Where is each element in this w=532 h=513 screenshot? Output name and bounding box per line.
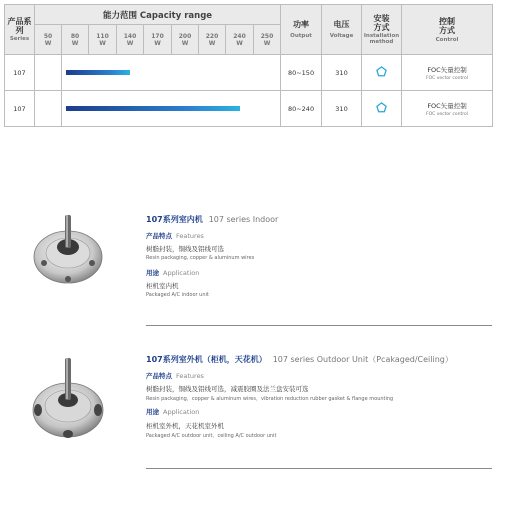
control-header xyxy=(402,5,493,55)
control-cn: FOC矢量控制 xyxy=(427,101,467,110)
install-header-en1: Installation xyxy=(363,33,400,39)
capacity-tick: 110 W xyxy=(89,25,117,55)
install-header-cn1: 安装 xyxy=(373,14,390,23)
capacity-tick: 170 W xyxy=(144,25,172,55)
capacity-tick: 140 W xyxy=(117,25,144,55)
power-header-en: Output xyxy=(290,33,312,39)
capacity-bar xyxy=(66,70,130,75)
usage-text-cn: 柜机室外机，天花机室外机 xyxy=(146,422,224,430)
capacity-spec-table xyxy=(4,4,493,127)
pentagon-icon xyxy=(376,102,387,113)
install-header-en2: method xyxy=(369,39,394,45)
features-heading: 产品特点 Features xyxy=(146,232,204,240)
control-cn: FOC矢量控制 xyxy=(427,65,467,74)
control-cell xyxy=(402,55,493,91)
usage-heading: 用途 Application xyxy=(146,269,200,277)
motor-image xyxy=(30,352,106,442)
table-row xyxy=(5,55,493,91)
control-header-en: Control xyxy=(435,36,459,43)
usage-text-cn: 柜机室内机 xyxy=(146,282,179,290)
features-text-en: Resin packaging, copper & aluminum wires xyxy=(146,255,255,261)
power-header-cn: 功率 xyxy=(293,20,310,29)
features-text-cn: 树脂封装，铜线及铝线可选，减震胶圈及法兰盘安装可选 xyxy=(146,385,309,393)
usage-text-en: Packaged A/C outdoor unit，ceiling A/C outdoor unit xyxy=(146,433,277,439)
control-header-cn2: 方式 xyxy=(439,25,456,35)
capacity-cell xyxy=(62,55,281,91)
capacity-cell xyxy=(62,91,281,127)
table-row xyxy=(5,91,493,127)
control-cell xyxy=(402,91,493,127)
series-header-cn: 产品系列 xyxy=(7,17,32,35)
usage-heading: 用途 Application xyxy=(146,408,200,416)
section-divider xyxy=(146,325,492,326)
section-divider xyxy=(146,468,492,469)
install-header-cn2: 方式 xyxy=(373,23,390,32)
product-title-cn: 107系列室内机 xyxy=(146,215,203,224)
install-cell xyxy=(362,55,402,91)
install-cell xyxy=(362,91,402,127)
product-title-en: 107 series Indoor xyxy=(208,215,279,224)
voltage-cell: 310 xyxy=(322,91,362,127)
usage-text-en: Packaged A/C indoor unit xyxy=(146,292,209,298)
install-header xyxy=(362,5,402,55)
voltage-header-en: Voltage xyxy=(329,33,354,39)
voltage-cell: 310 xyxy=(322,55,362,91)
power-cell: 80~150 xyxy=(281,55,322,91)
voltage-header-cn: 电压 xyxy=(333,20,350,29)
control-en: FOC vector control xyxy=(426,111,469,117)
capacity-header-en: Capacity range xyxy=(139,10,213,21)
series-cell: 107 xyxy=(5,55,35,91)
control-en: FOC vector control xyxy=(426,75,469,81)
series-header xyxy=(5,5,35,55)
features-heading: 产品特点 Features xyxy=(146,372,204,380)
power-header xyxy=(281,5,322,55)
pentagon-icon xyxy=(376,66,387,77)
power-cell: 80~240 xyxy=(281,91,322,127)
capacity-bar xyxy=(66,106,240,111)
features-text-cn: 树脂封装，铜线及铝线可选 xyxy=(146,245,224,253)
capacity-tick: 220 W xyxy=(199,25,226,55)
features-text-en: Resin packaging，copper & aluminum wires，vibration reduction rubber gasket & flange mounting xyxy=(146,396,394,402)
capacity-tick: 50 W xyxy=(35,25,62,55)
product-title xyxy=(146,214,278,225)
control-header-cn1: 控制 xyxy=(439,16,456,26)
motor-image xyxy=(30,205,106,289)
product-title-en: 107 series Outdoor Unit（Pcakaged/Ceiling） xyxy=(272,355,453,364)
capacity-tick: 80 W xyxy=(62,25,89,55)
capacity-tick: 240 W xyxy=(226,25,254,55)
capacity-tick: 250 W xyxy=(254,25,281,55)
capacity-header-cn: 能力范围 xyxy=(102,10,137,21)
series-header-en: Series xyxy=(9,36,30,42)
capacity-tick: 200 W xyxy=(172,25,199,55)
product-title-cn: 107系列室外机（柜机，天花机） xyxy=(146,355,267,364)
voltage-header xyxy=(322,5,362,55)
product-title xyxy=(146,354,453,365)
capacity-range-header xyxy=(35,5,281,25)
series-cell: 107 xyxy=(5,91,35,127)
